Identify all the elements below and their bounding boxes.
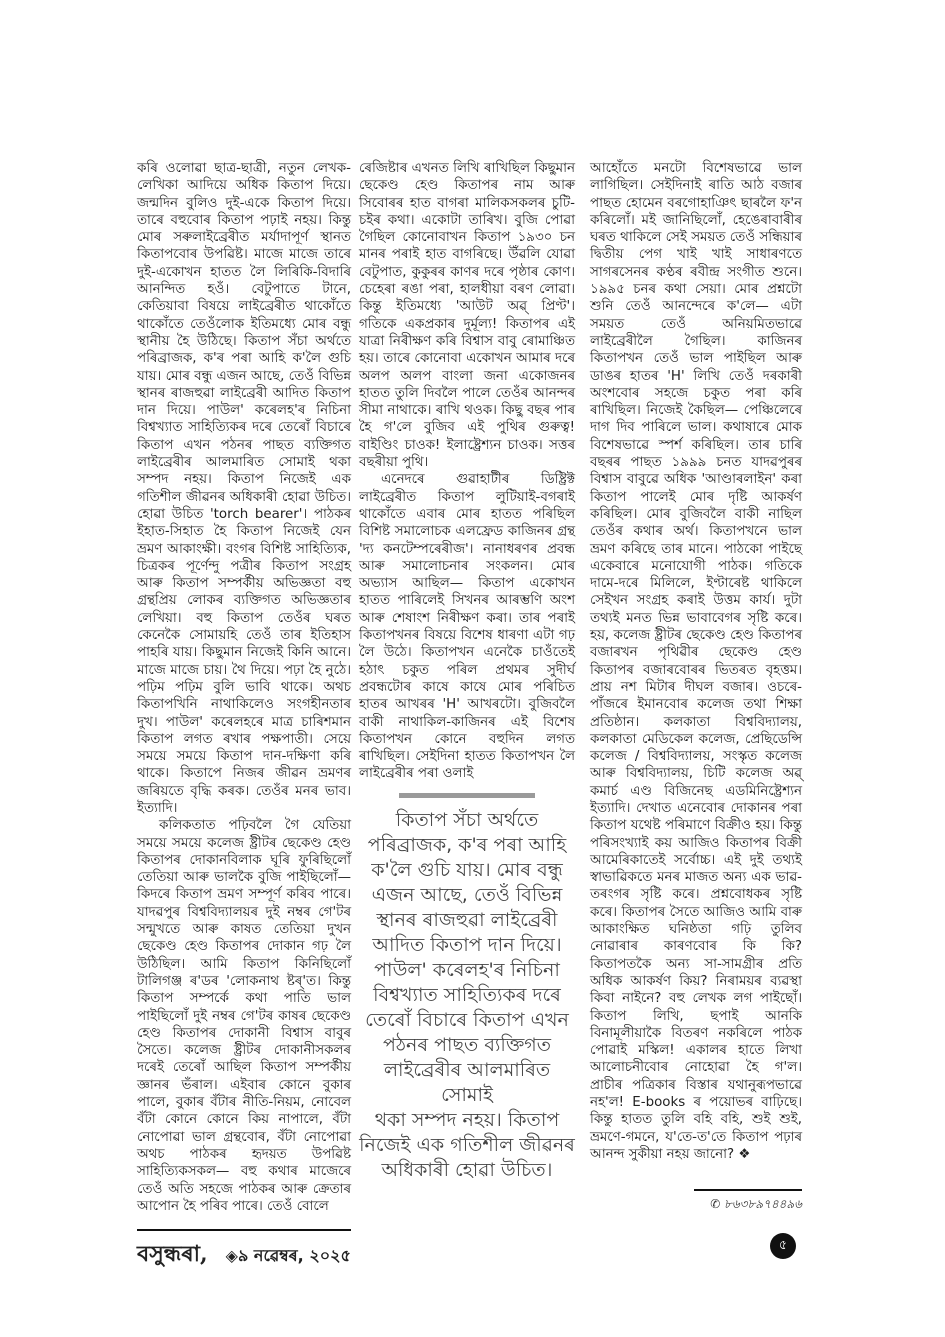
- pull-quote-line: স্থানৰ ৰাজহুৱা লাইব্ৰেৰী: [376, 908, 558, 931]
- pull-quote-line: বিশ্বখ্যাত সাহিত্যিকৰ দৰে: [373, 983, 561, 1006]
- page-number: ৫: [770, 1233, 796, 1259]
- article-columns: [137, 160, 802, 1215]
- pull-quote-divider: [399, 793, 535, 798]
- phone-divider: [694, 1189, 802, 1191]
- page-footer: [137, 1229, 802, 1269]
- footer-row: [137, 1237, 802, 1274]
- issue-date: ◈৯ নৱেম্বৰ, ২০২৫: [225, 1246, 351, 1266]
- article-column-1: [137, 160, 351, 1215]
- pull-quote-line: থকা সম্পদ নহয়। কিতাপ: [374, 1108, 560, 1131]
- paragraph: আহোঁতে মনটো বিশেষভাৱে ভাল লাগিছিল। সেইদিনাই ৰাতি আঠ বজাৰ পাছত হোমেন বৰগোহাঞিৎ ছাৰলৈ ফ'ন কৰিলোঁ। মই জানিছিলোঁ, হেঙেৰাবাৰীৰ ঘৰত থাকিলে সেই সময়ত তেওঁ সন্ধিয়াৰ দ্বিতীয় পেগ খাই খাই সাধাৰণতে সাগৰসেনৰ কণ্ঠৰ ৰবীন্দ্ৰ সংগীত শুনে। ১৯৯৫ চনৰ কথা সেয়া। মোৰ প্ৰশ্নটো শুনি তেওঁ আনন্দেৰে ক'লে— এটা সময়ত তেওঁ অনিয়মিতভাৱে লাইব্ৰেৰীলৈ গৈছিল। কাজিনৰ কিতাপখন তেওঁ ভাল পাইছিল আৰু ডাঙৰ হাতৰ 'H' লিখি তেওঁ দৰকাৰী অংশবোৰ সহজে চকুত পৰা কৰি ৰাখিছিল। নিজেই কৈছিল— পেঞ্চিলেৰে দাগ দিব পাৰিলে ভাল। কথাষাৰে মোক বিশেষভাৱে স্পৰ্শ কৰিছিল। তাৰ চাৰি বছৰৰ পাছত ১৯৯৯ চনত যাদৱপুৰৰ বিশ্বাস বাবুৱে অধিক 'আণ্ডাৰলাইন' কৰা কিতাপ পালেই মোৰ দৃষ্টি আকৰ্ষণ কৰিছিল। মোৰ বুজিবলৈ বাকী নাছিল তেওঁৰ কথাৰ অৰ্থ। কিতাপখনে ভাল ভ্ৰমণ কৰিছে তাৰ মানে। পাঠকো পাইছে একেবাৰে মনোযোগী পাঠক। গতিকে দামে-দৰে মিলিলে, ইণ্টাৰেষ্ট থাকিলে সেইখন সংগ্ৰহ কৰাই উত্তম কাৰ্য। দুটা তথ্যই মনত ভিন্ন ভাবাবেগৰ সৃষ্টি কৰে। হয়, কলেজ ষ্ট্ৰীটৰ ছেকেণ্ড হেণ্ড কিতাপৰ বজাৰখন পৃথিৱীৰ ছেকেণ্ড হেণ্ড কিতাপৰ বজাৰবোৰৰ ভিতৰত বৃহত্তম। প্ৰায় নশ মিটাৰ দীঘল বজাৰ। ওচৰে-পাঁজৰে ইমানবোৰ কলেজ তথা শিক্ষা প্ৰতিষ্ঠান। কলকাতা বিশ্ববিদ্যালয়, কলকাতা মেডিকেল কলেজ, প্ৰেছিডেন্সি কলেজ / বিশ্ববিদ্যালয়, সংস্কৃত কলেজ আৰু বিশ্ববিদ্যালয়, চিটি কলেজ অৱ্ কমাৰ্চ এণ্ড বিজিনেছ এডমিনিষ্ট্ৰেশ্যন ইত্যাদি। দেখাত এনেবোৰ দোকানৰ পৰা কিতাপ যথেষ্ট পৰিমাণে বিক্ৰীও হয়। কিন্তু পৰিসংখ্যাই কয় আজিও কিতাপৰ বিক্ৰী আমেৰিকাতেই সৰ্বোচ্চ। এই দুই তথ্যই স্বাভাৱিকতে মনৰ মাজত অন্য এক ভাৱ-তৰংগৰ সৃষ্টি কৰে। প্ৰশ্নবোধকৰ সৃষ্টি কৰে। কিতাপৰ সৈতে আজিও আমি বাৰু আকাংক্ষিত ঘনিষ্ঠতা গঢ়ি তুলিব নোৱাৰাৰ কাৰণবোৰ কি কি? কিতাপতকৈ অন্য সা-সামগ্ৰীৰ প্ৰতি অধিক আকৰ্ষণ কিয়? নিৰাময়ৰ ব্যৱস্থা কিবা নাইনে? বহু লেখক লগ পাইছোঁ। কিতাপ লিখি, ছপাই আনকি বিনামূলীয়াকৈ বিতৰণ নকৰিলে পাঠক পোৱাই মস্কিল! একালৰ হাতে লিখা আলোচনীবোৰ নোহোৱা হৈ গ'ল। প্ৰাচীৰ পত্ৰিকাৰ বিস্তাৰ যথানুৰূপভাৱে নহ'ল! E-books ৰ পয়োভৰ বাঢ়িছে। কিন্তু হাতত তুলি বহি বহি, শুই শুই, ভ্ৰমণে-গমনে, য'তে-ত'তে কিতাপ পঢ়াৰ আনন্দ সুকীয়া নহয় জানো? ❖: [590, 161, 802, 1162]
- paragraph: কলিকতাত পঢ়িবলৈ গৈ যেতিয়া সময়ে সময়ে কলেজ ষ্ট্ৰীটৰ ছেকেণ্ড হেণ্ড কিতাপৰ দোকানবিলাক ঘূৰি ফুৰিছিলোঁ তেতিয়া আৰু ভালকৈ বুজি পাইছিলোঁ— কিদৰে কিতাপ ভ্ৰমণ সম্পূৰ্ণ কৰিব পাৰে। যাদৱপুৰ বিশ্ববিদ্যালয়ৰ দুই নম্বৰ গে'টৰ সন্মুখতে আৰু কাষত তেতিয়া দুখন ছেকেণ্ড হেণ্ড কিতাপৰ দোকান গঢ় লৈ উঠিছিল। আমি কিতাপ কিনিছিলোঁ টালিগঞ্জ ৰ'ডৰ 'লোকনাথ ষ্টৰ্'ত। কিন্তু কিতাপ সম্পৰ্কে কথা পাতি ভাল পাইছিলোঁ দুই নম্বৰ গে'টৰ কাষৰ ছেকেণ্ড হেণ্ড কিতাপৰ দোকানী বিশ্বাস বাবুৰ সৈতে। কলেজ ষ্ট্ৰীটৰ দোকানীসকলৰ দৰেই তেৰোঁ আছিল কিতাপ সম্পৰ্কীয় জ্ঞানৰ ভঁৰাল। এইবাৰ কোনে বুকাৰ পালে, বুকাৰ বঁটাৰ নীতি-নিয়ম, নোবেল বঁটা কোনে কোনে কিয় নাপালে, বঁটা নোপোৱা ভাল গ্ৰন্থবোৰ, বঁটা নোপোৱা অথচ পাঠকৰ হৃদয়ত উপৱিষ্ট সাহিত্যিকসকল— বহু কথাৰ মাজেৰে তেওঁ অতি সহজে পাঠকৰ আৰু ক্ৰেতাৰ আপোন হৈ পৰিব পাৰে। তেওঁ বোলে: [137, 818, 351, 1214]
- pull-quote-line: পঠনৰ পাছত ব্যক্তিগত: [382, 1033, 552, 1056]
- author-phone: ✆ ৮৬৩৮৯৭৪৪৯৬: [710, 1196, 802, 1211]
- pull-quote-line: অধিকাৰী হোৱা উচিত।: [381, 1158, 553, 1181]
- publication-name: বসুন্ধৰা,: [137, 1241, 208, 1268]
- pull-quote-line: পাউল' কৰেলহ'ৰ নিচিনা: [374, 958, 560, 981]
- pull-quote-line: আদিত কিতাপ দান দিয়ে।: [372, 933, 562, 956]
- paragraph: ৰেজিষ্টাৰ এখনত লিখি ৰাখিছিল কিছুমান ছেকেণ্ড হেণ্ড কিতাপৰ নাম আৰু সিবোৰৰ হাত বাগৰা মালিকসকলৰ চুটি-চইৰ কথা। একোটা তাৰিখ। বুজি পোৱা গৈছিল কোনোবাখন কিতাপ ১৯৩০ চন মানৰ পৰাই হাত বাগৰিছে। উঁৱলি যোৱা বেটুপাত, কুকুৰৰ কাণৰ দৰে পৃষ্ঠাৰ কোণ। চেহেৰা ৰঙা পৰা, হালধীয়া বৰণ লোৱা। কিন্তু ইতিমধ্যে 'আউট অৱ্ প্ৰিণ্ট'। গতিকে একপ্ৰকাৰ দুৰ্মূল্য! কিতাপৰ এই যাত্ৰা নিৰীক্ষণ কৰি বিশ্বাস বাবু ৰোমাঞ্চিত হয়। তাৰে কোনোবা একোখন আমাৰ দৰে অলপ অলপ বাংলা জনা একোজনৰ হাতত তুলি দিবলৈ পালে তেওঁৰ আনন্দৰ সীমা নাথাকে। ৰাখি থওক। কিছু বছৰ পাৰ হৈ গ'লে বুজিব এই পুথিৰ গুৰুত্ব! বাইণ্ডিং চাওক! ইলাষ্ট্ৰেশ্যন চাওক। সত্তৰ বছৰীয়া পুথি।: [359, 161, 575, 471]
- article-column-3: [590, 160, 802, 1213]
- pull-quote-line: নিজেই এক গতিশীল জীৱনৰ: [359, 1133, 575, 1156]
- footer-divider: [137, 1229, 351, 1231]
- pull-quote-line: এজন আছে, তেওঁ বিভিন্ন: [371, 883, 563, 906]
- pull-quote-line: পৰিব্ৰাজক, ক'ৰ পৰা আহি: [367, 833, 567, 856]
- pull-quote-line: লাইব্ৰেৰীৰ আলমাৰিত সোমাই: [383, 1058, 551, 1106]
- pull-quote-line: ক'লৈ গুচি যায়। মোৰ বন্ধু: [371, 858, 563, 881]
- paragraph: কৰি ওলোৱা ছাত্ৰ-ছাত্ৰী, নতুন লেখক-লেখিকা আদিয়ে অধিক কিতাপ দিয়ে। জন্মদিন বুলিও দুই-একে কিতাপ দিয়ে। তাৰে বহুবোৰ কিতাপ পঢ়াই নহয়। কিন্তু মোৰ সৰুলাইব্ৰেৰীত মৰ্যাদাপূৰ্ণ স্থানত কিতাপবোৰ উপৱিষ্ট। মাজে মাজে তাৰে দুই-একোখন হাতত লৈ লিৰিকি-বিদাৰি আনন্দিত হওঁ। বেটুপাতে টানে, কেতিয়াবা বিষয়ে লাইব্ৰেৰীত থাকোঁতে থাকোঁতে তেওঁলোক ইতিমধ্যে মোৰ বন্ধু স্থানীয় হৈ উঠিছে। কিতাপ সঁচা অৰ্থতে পৰিব্ৰাজক, ক'ৰ পৰা আহি ক'লৈ গুচি যায়। মোৰ বন্ধু এজন আছে, তেওঁ বিভিন্ন স্থানৰ ৰাজহুৱা লাইব্ৰেৰী আদিত কিতাপ দান দিয়ে। পাউল' কৰেলহ'ৰ নিচিনা বিশ্বখ্যাত সাহিত্যিকৰ দৰে তেৰোঁ বিচাৰে কিতাপ এখন পঠনৰ পাছত ব্যক্তিগত লাইব্ৰেৰীৰ আলমাৰিত সোমাই থকা সম্পদ নহয়। কিতাপ নিজেই এক গতিশীল জীৱনৰ অধিকাৰী হোৱা উচিত। হোৱা উচিত 'torch bearer'। পাঠকৰ ইহাত-সিহাত হৈ কিতাপ নিজেই যেন ভ্ৰমণ আকাংক্ষী। বংগৰ বিশিষ্ট সাহিত্যিক, চিত্ৰকৰ পূৰ্ণেন্দু পত্ৰীৰ কিতাপ সংগ্ৰহ আৰু কিতাপ সম্পৰ্কীয় অভিজ্ঞতা বহু গ্ৰন্থপ্ৰিয় লোকৰ ব্যক্তিগত অভিজ্ঞতাৰ লেখিয়া। বহু কিতাপ তেওঁৰ ঘৰত কেনেকৈ সোমায়হি তেওঁ তাৰ ইতিহাস পাহৰি যায়। কিছুমান নিজেই কিনি আনে। মাজে মাজে চায়। থৈ দিয়ে। পঢ়া হৈ নুঠে। পঢ়িম পঢ়িম বুলি ভাবি থাকে। অথচ কিতাপখিনি নাথাকিলেও সংগহীনতাৰ দুখ। পাউল' কৰেলহৰে মাত্ৰ চাৰিশমান কিতাপ লগত ৰখাৰ পক্ষপাতী। সেয়ে সময়ে সময়ে কিতাপ দান-দক্ষিণা কৰি থাকে। কিতাপে নিজৰ জীৱন ভ্ৰমণৰ জৰিয়তে বৃদ্ধি কৰক। তেওঁৰ মনৰ ভাব। ইত্যাদি।: [137, 161, 351, 816]
- pull-quote-line: তেৰোঁ বিচাৰে কিতাপ এখন: [365, 1008, 569, 1031]
- paragraph: এনেদৰে গুৱাহাটীৰ ডিষ্ট্ৰিক্ট লাইব্ৰেৰীত কিতাপ লুটিয়াই-বগৰাই থাকোঁতে এবাৰ মোৰ হাতত পৰিছিল বিশিষ্ট সমালোচক এলফ্ৰেড কাজিনৰ গ্ৰন্থ 'দ্য কনটেম্পৰেৰীজ'। নানাধৰণৰ প্ৰবন্ধ আৰু সমালোচনাৰ সংকলন। মোৰ অভ্যাস আছিল— কিতাপ একোখন হাতত পাৰিলেই সিখনৰ আৰম্ভণি অংশ আৰু শেষাংশ নিৰীক্ষণ কৰা। তাৰ পৰাই কিতাপখনৰ বিষয়ে বিশেষ ধাৰণা এটা গঢ় লৈ উঠে। কিতাপখন এনেকৈ চাওঁতেই হঠাৎ চকুত পৰিল প্ৰথমৰ সুদীৰ্ঘ প্ৰবন্ধটোৰ কাষে কাষে মোৰ পৰিচিত হাতৰ আখৰৰ 'H' আখৰটো। বুজিবলৈ বাকী নাথাকিল-কাজিনৰ এই বিশেষ কিতাপখন কোনে বহুদিন লগত ৰাখিছিল। সেইদিনা হাতত কিতাপখন লৈ লাইব্ৰেৰীৰ পৰা ওলাই: [359, 472, 575, 782]
- article-column-2: [359, 160, 575, 1183]
- pull-quote-line: কিতাপ সঁচা অৰ্থতে: [395, 808, 539, 831]
- pull-quote: [359, 808, 575, 1183]
- author-contact: [590, 1189, 802, 1213]
- page-content: [137, 160, 802, 1269]
